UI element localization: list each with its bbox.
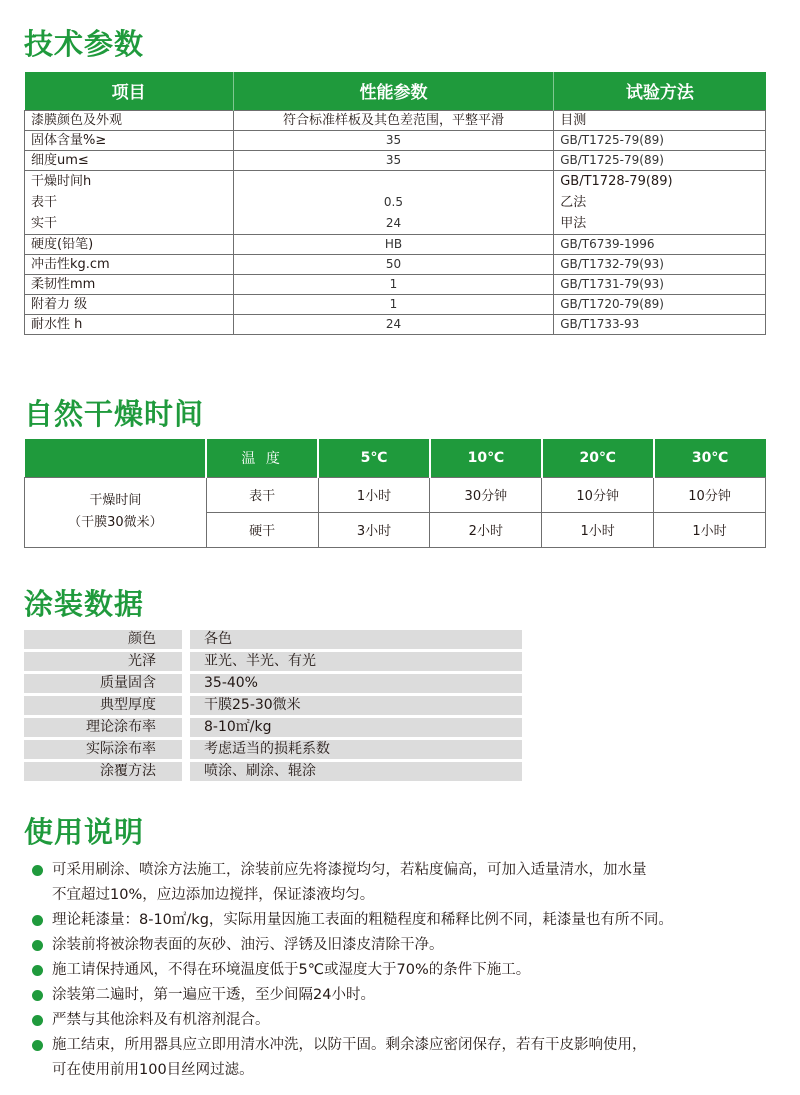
spec-item: 细度um≤ [25,150,234,170]
drying-header-temp: 20℃ [542,439,654,477]
spec-method: GB/T6739-1996 [554,234,766,254]
drying-cell: 30分钟 [430,477,542,512]
spec-method: GB/T1733-93 [554,314,766,334]
spec-method-line: 甲法 [560,215,587,231]
drying-cell: 1小时 [542,512,654,547]
drying-row-label [25,477,207,547]
spec-method-line: 乙法 [560,194,587,210]
spec-item: 漆膜颜色及外观 [25,110,234,130]
table-row [25,130,766,150]
section-title-drying: 自然干燥时间 [24,397,205,431]
spec-value-line: 24 [385,215,402,230]
usage-text: 涂装前将被涂物表面的灰砂、油污、浮锈及旧漆皮清除干净。 [52,937,444,953]
coating-key: 质量固含 [24,674,182,693]
spec-item: 附着力 级 [25,294,234,314]
spec-header-value: 性能参数 [233,72,554,110]
list-item [24,674,522,693]
spec-method: GB/T1720-79(89) [554,294,766,314]
spec-method: GB/T1731-79(93) [554,274,766,294]
spec-method-line: GB/T1728-79(89) [560,173,673,189]
spec-item-line: 表干 [31,194,58,210]
list-item [24,630,522,649]
bullet-icon [32,965,43,976]
table-row [25,294,766,314]
drying-header-temp-label: 温 度 [206,439,318,477]
spec-header-method: 试验方法 [554,72,766,110]
section-title-tech: 技术参数 [24,27,145,61]
coating-value: 35-40% [190,674,522,693]
list-item [24,958,800,983]
table-row [25,234,766,254]
drying-header-blank [25,439,207,477]
usage-text: 不宜超过10%，应边添加边搅拌，保证漆液均匀。 [52,887,375,903]
spec-value-line: 0.5 [383,194,404,209]
usage-text: 严禁与其他涂料及有机溶剂混合。 [52,1012,270,1028]
list-item [24,718,522,737]
spec-method: GB/T1725-79(89) [554,150,766,170]
spec-value: 24 [233,314,554,334]
spec-item: 冲击性kg.cm [25,254,234,274]
drying-table [24,439,766,548]
list-item [24,762,522,781]
table-row [25,254,766,274]
spec-value: HB [233,234,554,254]
usage-text: 施工请保持通风，不得在环境温度低于5℃或湿度大于70%的条件下施工。 [52,962,531,978]
spec-value-line [240,171,548,192]
table-row [25,110,766,130]
table-row [25,170,766,234]
table-row [25,274,766,294]
coating-value: 亚光、半光、有光 [190,652,522,671]
list-item [24,740,522,759]
usage-text: 施工结束，所用器具应立即用清水冲洗，以防干固。剩余漆应密闭保存，若有干皮影响使用， [52,1037,647,1053]
spec-item [25,170,234,234]
drying-cell: 2小时 [430,512,542,547]
bullet-icon [32,940,43,951]
coating-key: 光泽 [24,652,182,671]
bullet-icon [32,1015,43,1026]
coating-value: 各色 [190,630,522,649]
coating-key: 典型厚度 [24,696,182,715]
table-row [25,314,766,334]
list-item [24,858,800,908]
drying-cell: 10分钟 [542,477,654,512]
bullet-icon [32,990,43,1001]
spec-method: GB/T1732-79(93) [554,254,766,274]
drying-header-temp: 5℃ [318,439,430,477]
drying-header-temp: 30℃ [654,439,766,477]
list-item [24,696,522,715]
spec-value: 1 [233,274,554,294]
list-item [24,933,800,958]
spec-method: GB/T1725-79(89) [554,130,766,150]
table-row [25,150,766,170]
list-item [24,1008,800,1033]
spec-method [554,170,766,234]
bullet-icon [32,1040,43,1051]
section-title-coating: 涂装数据 [24,587,145,621]
drying-stage: 硬干 [206,512,318,547]
spec-item: 固体含量%≥ [25,130,234,150]
usage-list [24,858,800,1083]
spec-value: 35 [233,150,554,170]
coating-data-list [24,630,522,784]
coating-value: 喷涂、刷涂、辊涂 [190,762,522,781]
coating-key: 颜色 [24,630,182,649]
spec-item: 柔韧性mm [25,274,234,294]
drying-cell: 10分钟 [654,477,766,512]
table-row [25,477,766,512]
coating-value: 8-10㎡/kg [190,718,522,737]
list-item [24,1033,800,1083]
usage-text: 理论耗漆量：8-10㎡/kg，实际用量因施工表面的粗糙程度和稀释比例不同，耗漆量也有所不同。 [52,912,673,928]
list-item [24,652,522,671]
spec-value: 35 [233,130,554,150]
coating-value: 考虑适当的损耗系数 [190,740,522,759]
list-item [24,908,800,933]
coating-key: 理论涂布率 [24,718,182,737]
drying-row-label-2: （干膜30微米） [68,515,163,530]
spec-method: 目测 [554,110,766,130]
spec-item-line: 干燥时间h [31,173,92,189]
drying-cell: 3小时 [318,512,430,547]
spec-table [24,72,766,335]
spec-value: 符合标准样板及其色差范围，平整平滑 [233,110,554,130]
spec-item: 耐水性 h [25,314,234,334]
drying-cell: 1小时 [318,477,430,512]
spec-header-item: 项目 [25,72,234,110]
section-title-usage: 使用说明 [24,815,145,849]
bullet-icon [32,865,43,876]
coating-value: 干膜25-30微米 [190,696,522,715]
coating-key: 涂覆方法 [24,762,182,781]
list-item [24,983,800,1008]
spec-header-row [25,72,766,110]
drying-stage: 表干 [206,477,318,512]
usage-text: 可在使用前用100目丝网过滤。 [52,1062,254,1078]
bullet-icon [32,915,43,926]
drying-cell: 1小时 [654,512,766,547]
spec-value [233,170,554,234]
drying-header-temp: 10℃ [430,439,542,477]
spec-item-line: 实干 [31,215,58,231]
usage-text: 可采用刷涂、喷涂方法施工，涂装前应先将漆搅均匀，若粘度偏高，可加入适量清水，加水量 [52,862,647,878]
coating-key: 实际涂布率 [24,740,182,759]
drying-header-row [25,439,766,477]
drying-row-label-1: 干燥时间 [89,493,142,508]
spec-value: 50 [233,254,554,274]
usage-text: 涂装第二遍时，第一遍应干透，至少间隔24小时。 [52,987,375,1003]
spec-value: 1 [233,294,554,314]
spec-item: 硬度(铅笔) [25,234,234,254]
